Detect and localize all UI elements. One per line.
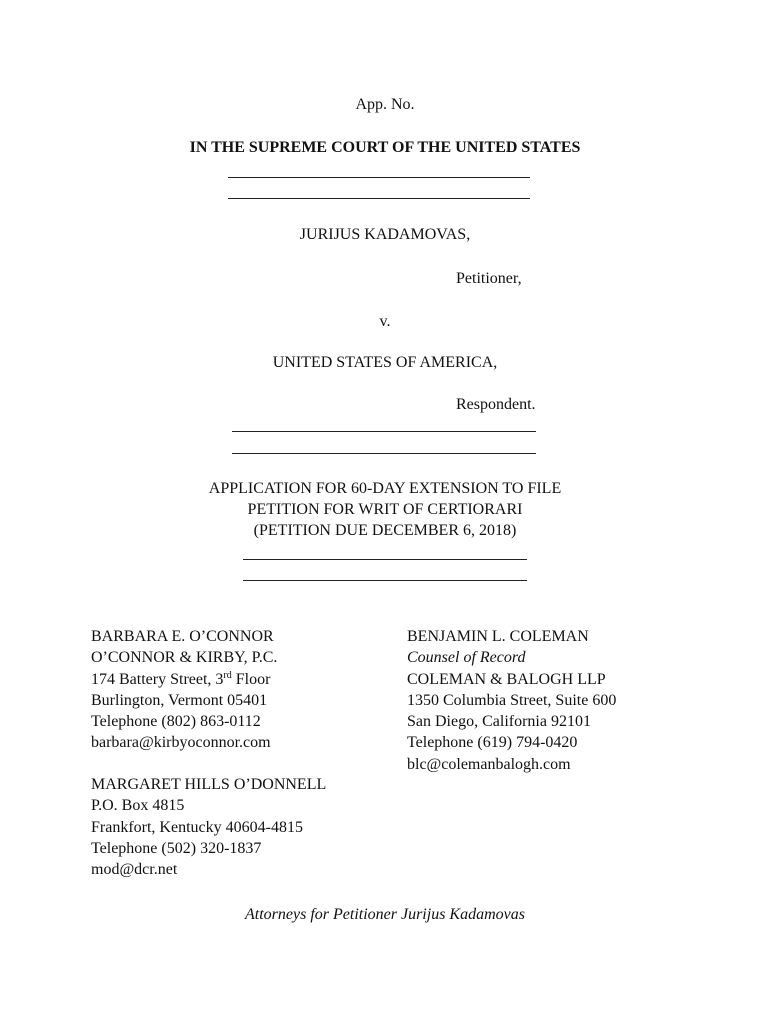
application-due-date: (PETITION DUE DECEMBER 6, 2018) <box>253 522 517 539</box>
attorney-name: BARBARA E. O’CONNOR <box>91 628 274 645</box>
city-address: San Diego, California 92101 <box>407 713 591 731</box>
email-address: mod@dcr.net <box>91 861 178 879</box>
telephone: Telephone (502) 320-1837 <box>91 839 262 857</box>
versus-label: v. <box>379 313 391 330</box>
petitioner-name: JURIJUS KADAMOVAS, <box>299 226 471 243</box>
city-address: Burlington, Vermont 05401 <box>91 691 268 709</box>
court-title: IN THE SUPREME COURT OF THE UNITED STATES <box>189 139 581 156</box>
respondent-role: Respondent. <box>456 396 536 413</box>
city-address: Frankfort, Kentucky 40604-4815 <box>91 818 303 836</box>
caption-rule <box>232 453 536 454</box>
caption-rule <box>232 431 536 432</box>
po-box: P.O. Box 4815 <box>91 797 185 815</box>
telephone: Telephone (619) 794-0420 <box>407 734 578 752</box>
attorney-name: MARGARET HILLS O’DONNELL <box>91 776 327 793</box>
street-text: 174 Battery Street, 3 <box>91 670 224 688</box>
attorney-name: BENJAMIN L. COLEMAN <box>407 628 589 645</box>
counsel-block-odonnell <box>91 774 326 880</box>
application-title-line: APPLICATION FOR 60-DAY EXTENSION TO FILE <box>208 480 562 497</box>
caption-rule <box>228 177 530 178</box>
application-number: App. No. <box>355 96 415 113</box>
counsel-role: Counsel of Record <box>407 649 526 667</box>
attorneys-for-line: Attorneys for Petitioner Jurijus Kadamovas <box>245 906 525 923</box>
telephone: Telephone (802) 863-0112 <box>91 713 261 731</box>
petitioner-role: Petitioner, <box>456 270 522 287</box>
street-address: 1350 Columbia Street, Suite 600 <box>407 691 617 709</box>
caption-rule <box>228 198 530 199</box>
ordinal-suffix: rd <box>223 669 232 681</box>
application-title-line: PETITION FOR WRIT OF CERTIORARI <box>247 501 523 518</box>
firm-name: O’CONNOR & KIRBY, P.C. <box>91 649 278 667</box>
street-address <box>91 669 277 690</box>
firm-name: COLEMAN & BALOGH LLP <box>407 670 606 688</box>
respondent-name: UNITED STATES OF AMERICA, <box>272 354 498 371</box>
counsel-block-coleman <box>407 626 616 775</box>
counsel-block-oconnor <box>91 626 277 754</box>
street-text: Floor <box>231 670 271 688</box>
email-address: blc@colemanbalogh.com <box>407 755 571 773</box>
email-address: barbara@kirbyoconnor.com <box>91 734 271 752</box>
title-rule <box>243 580 527 581</box>
title-rule <box>243 559 527 560</box>
